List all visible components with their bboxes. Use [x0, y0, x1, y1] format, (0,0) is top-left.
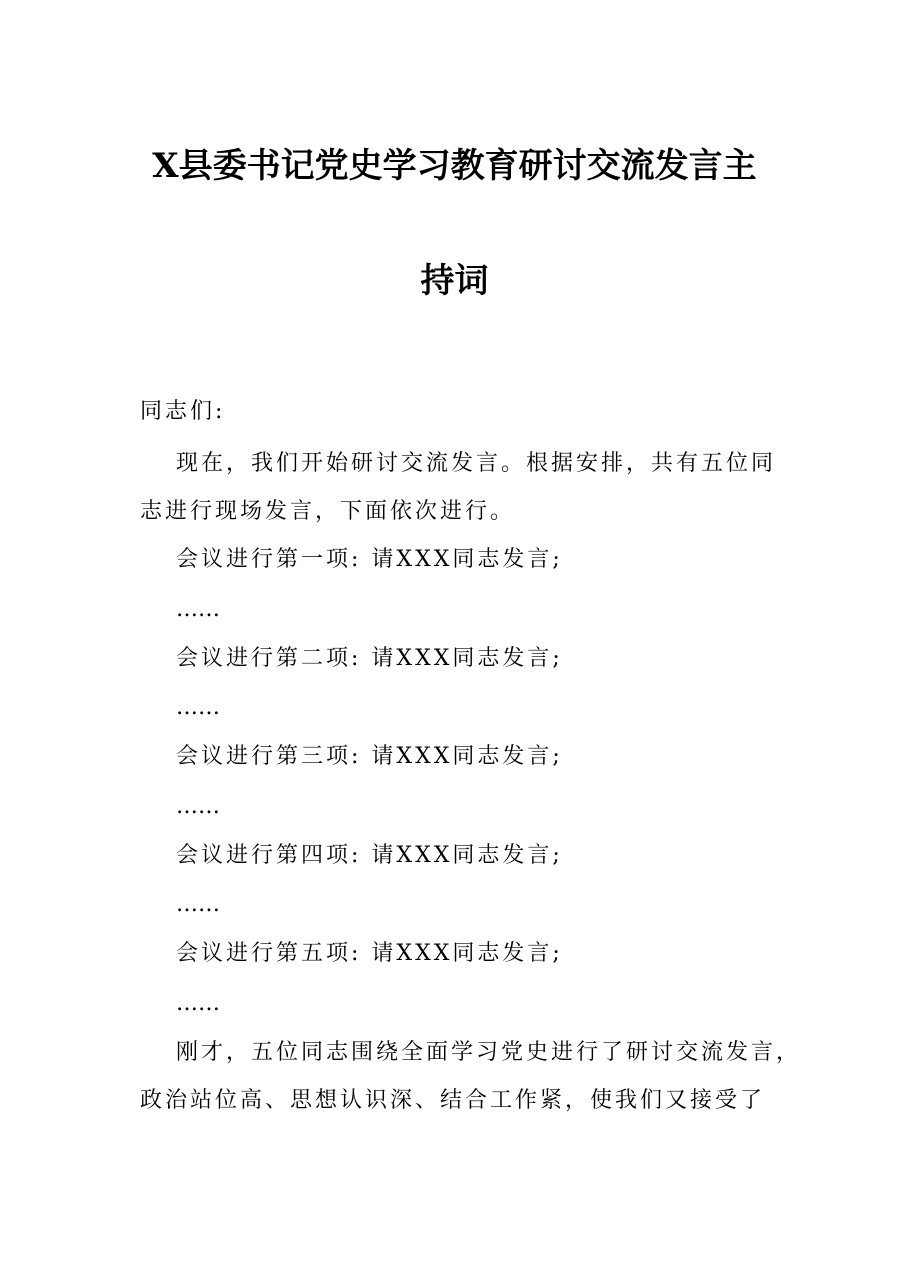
ellipsis-3: …… — [176, 794, 220, 819]
document-title-line-2: 持词 — [420, 261, 489, 301]
salutation: 同志们: — [140, 399, 226, 424]
intro-paragraph-line-2: 志进行现场发言，下面依次进行。 — [140, 499, 516, 524]
agenda-item-2: 会议进行第二项: 请XXX同志发言; — [176, 646, 563, 671]
ellipsis-1: …… — [176, 597, 220, 622]
closing-paragraph-line-1: 刚才，五位同志围绕全面学习党史进行了研讨交流发言， — [176, 1040, 802, 1065]
agenda-item-3: 会议进行第三项: 请XXX同志发言; — [176, 744, 563, 769]
ellipsis-2: …… — [176, 695, 220, 720]
intro-paragraph-line-1: 现在，我们开始研讨交流发言。根据安排，共有五位同 — [176, 451, 777, 476]
ellipsis-5: …… — [176, 991, 220, 1016]
agenda-item-5: 会议进行第五项: 请XXX同志发言; — [176, 941, 563, 966]
ellipsis-4: …… — [176, 892, 220, 917]
agenda-item-4: 会议进行第四项: 请XXX同志发言; — [176, 843, 563, 868]
closing-paragraph-line-2: 政治站位高、思想认识深、结合工作紧，使我们又接受了 — [140, 1088, 766, 1113]
agenda-item-1: 会议进行第一项: 请XXX同志发言; — [176, 547, 563, 572]
document-title-line-1: X县委书记党史学习教育研讨交流发言主 — [152, 146, 757, 186]
